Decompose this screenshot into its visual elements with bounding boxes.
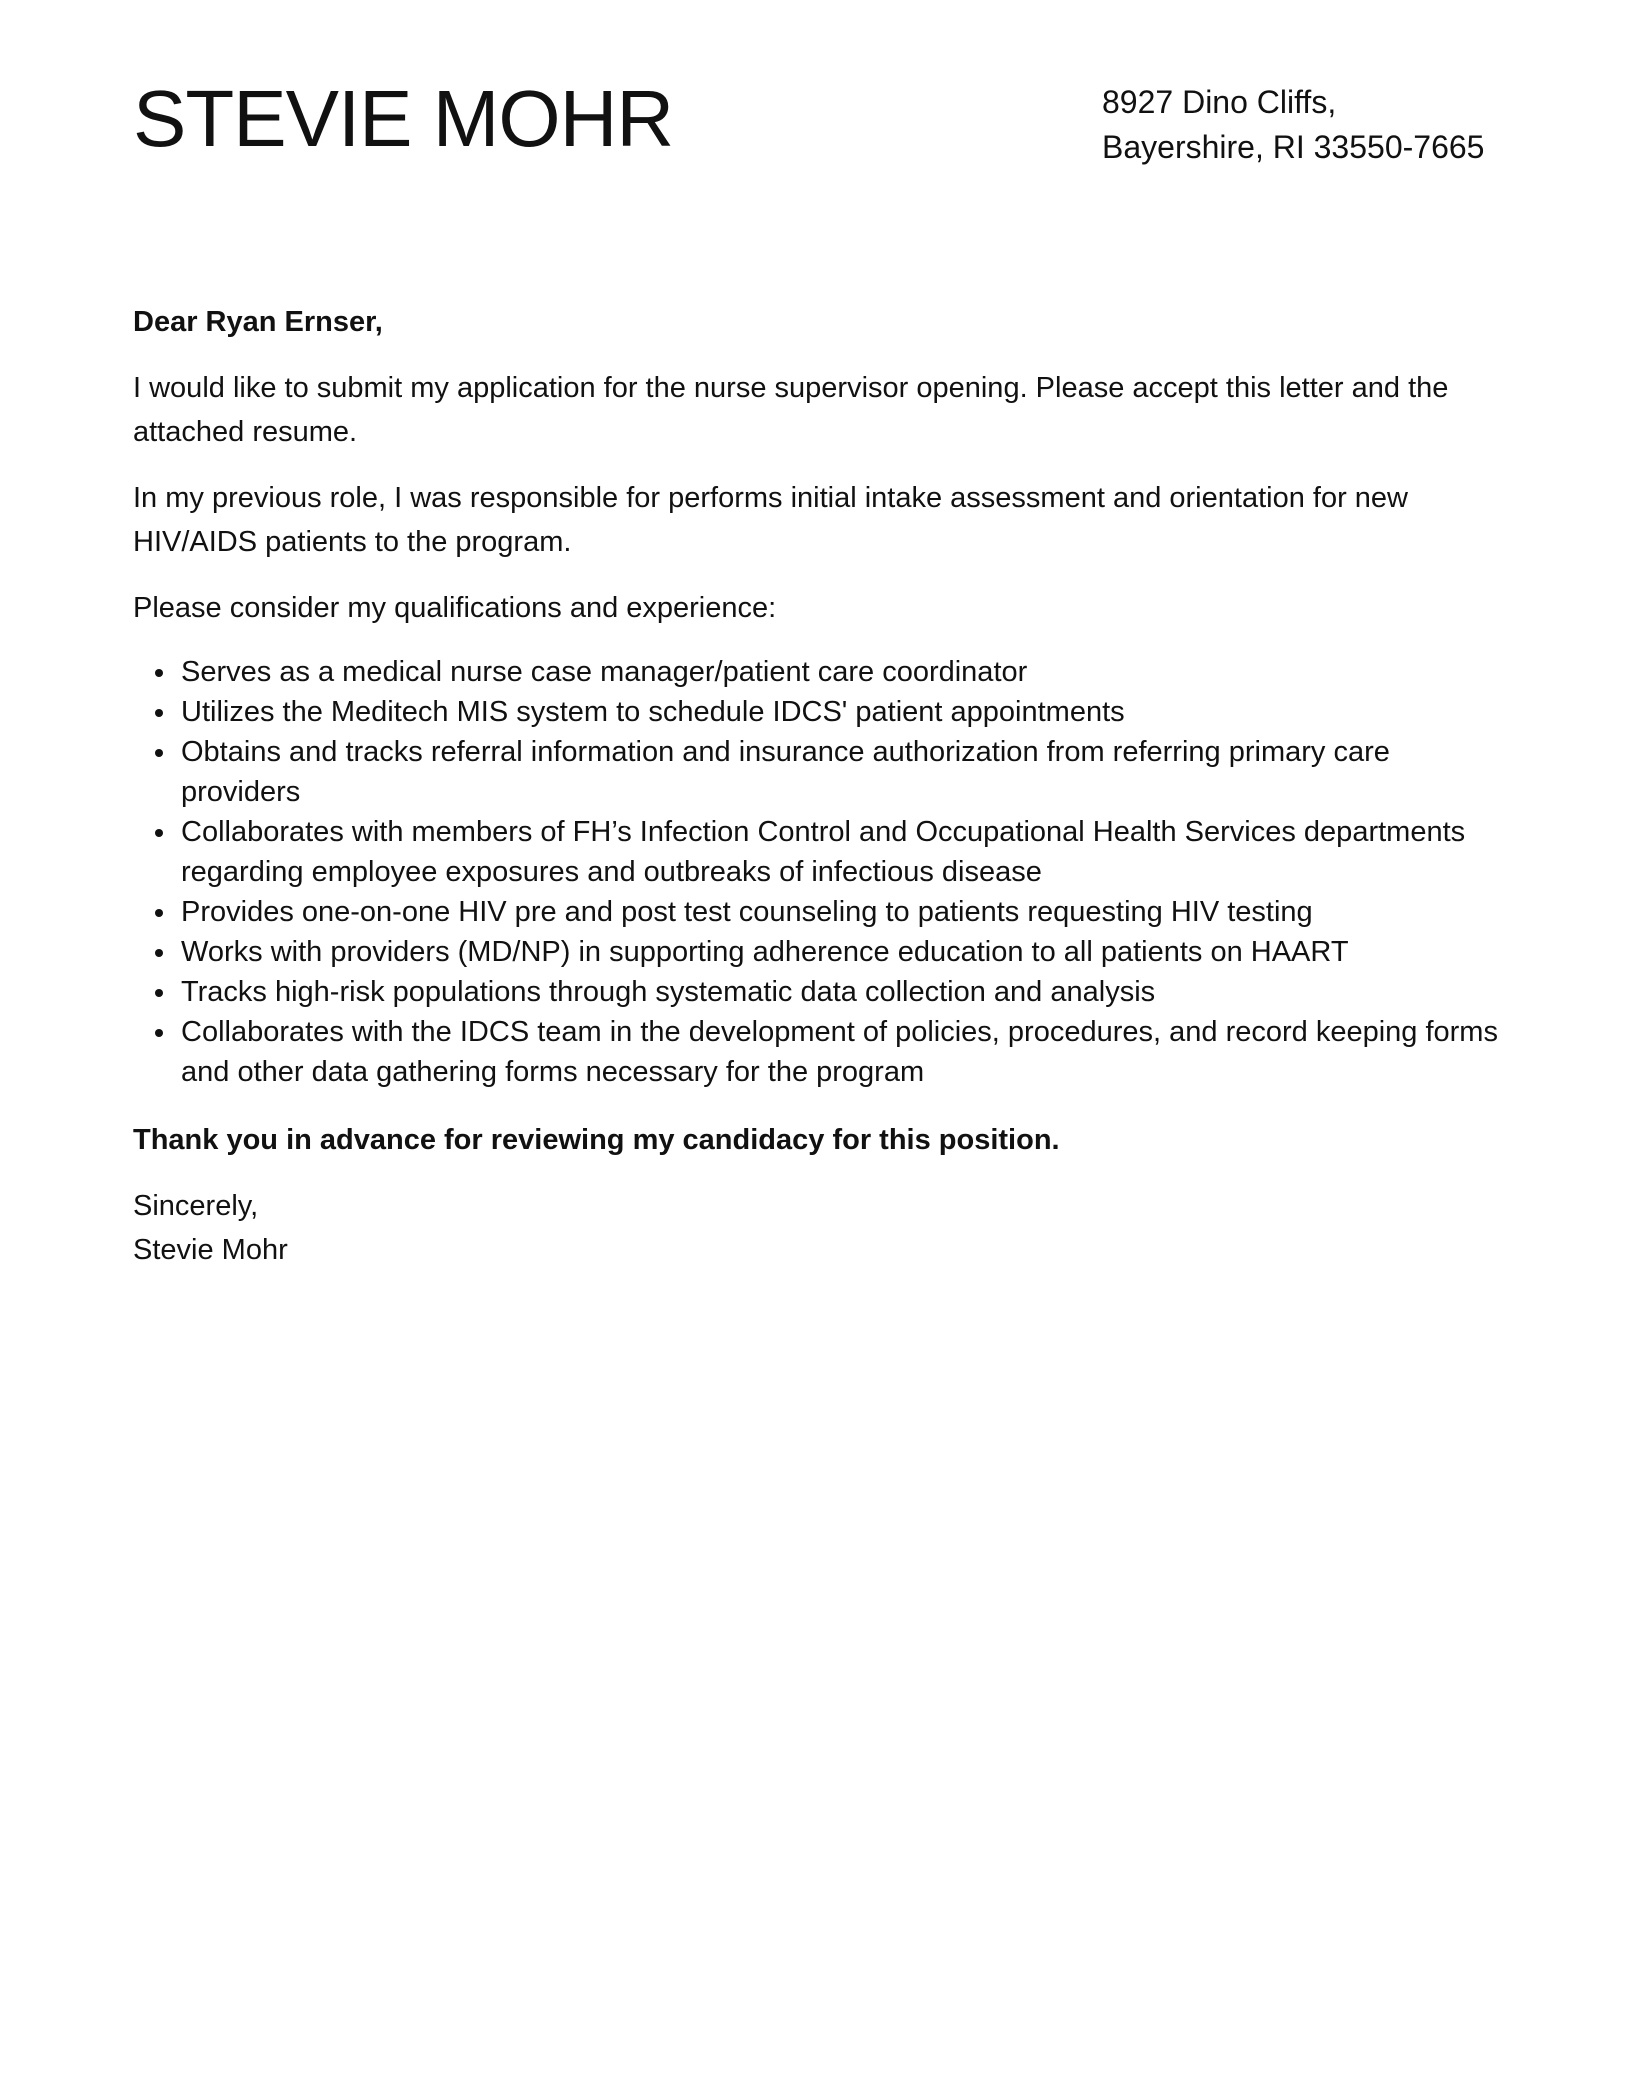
list-item-text: Provides one-on-one HIV pre and post test counseling to patients requesting HIV testing [181,896,1313,928]
list-item [133,892,1499,932]
bullet-icon [155,1029,163,1037]
list-item [133,812,1499,892]
list-item [133,652,1499,692]
address-line-2: Bayershire, RI 33550-7665 [1102,129,1485,165]
experience-paragraph: In my previous role, I was responsible for performs initial intake assessment and orientation for new HIV/AIDS patients to the program. [133,482,1408,558]
list-item-text: Serves as a medical nurse case manager/patient care coordinator [181,656,1028,688]
intro-paragraph: I would like to submit my application for the nurse supervisor opening. Please accept this letter and the attached resume. [133,372,1449,448]
qualifications-intro: Please consider my qualifications and experience: [133,592,777,624]
list-item-text: Collaborates with members of FH’s Infection Control and Occupational Health Services departments regarding employee exposures and outbreaks of infectious disease [181,816,1466,888]
closing-block [133,1184,1499,1272]
bullet-icon [155,949,163,957]
list-item-text: Works with providers (MD/NP) in supporting adherence education to all patients on HAART [181,936,1349,968]
bullet-icon [155,829,163,837]
bullet-icon [155,749,163,757]
bullet-icon [155,909,163,917]
address-line-1: 8927 Dino Cliffs, [1102,84,1337,120]
bullet-icon [155,669,163,677]
closing-phrase: Sincerely, [133,1190,259,1222]
applicant-address [1102,80,1502,170]
list-item-text: Obtains and tracks referral information and insurance authorization from referring primary care providers [181,736,1390,808]
salutation: Dear Ryan Ernser, [133,306,383,338]
list-item [133,1012,1499,1092]
bullet-icon [155,709,163,717]
qualifications-list [133,652,1499,1092]
letter-body [133,300,1499,1272]
list-item-text: Utilizes the Meditech MIS system to schedule IDCS' patient appointments [181,696,1125,728]
list-item-text: Collaborates with the IDCS team in the development of policies, procedures, and record keeping forms and other data gathering forms necessary for the program [181,1016,1498,1088]
list-item [133,972,1499,1012]
list-item [133,932,1499,972]
thank-you-line: Thank you in advance for reviewing my candidacy for this position. [133,1124,1060,1156]
list-item [133,732,1499,812]
letter-header [133,76,1499,196]
bullet-icon [155,989,163,997]
signature-name: Stevie Mohr [133,1234,288,1266]
applicant-name: STEVIE MOHR [133,74,674,163]
list-item-text: Tracks high-risk populations through systematic data collection and analysis [181,976,1156,1008]
list-item [133,692,1499,732]
